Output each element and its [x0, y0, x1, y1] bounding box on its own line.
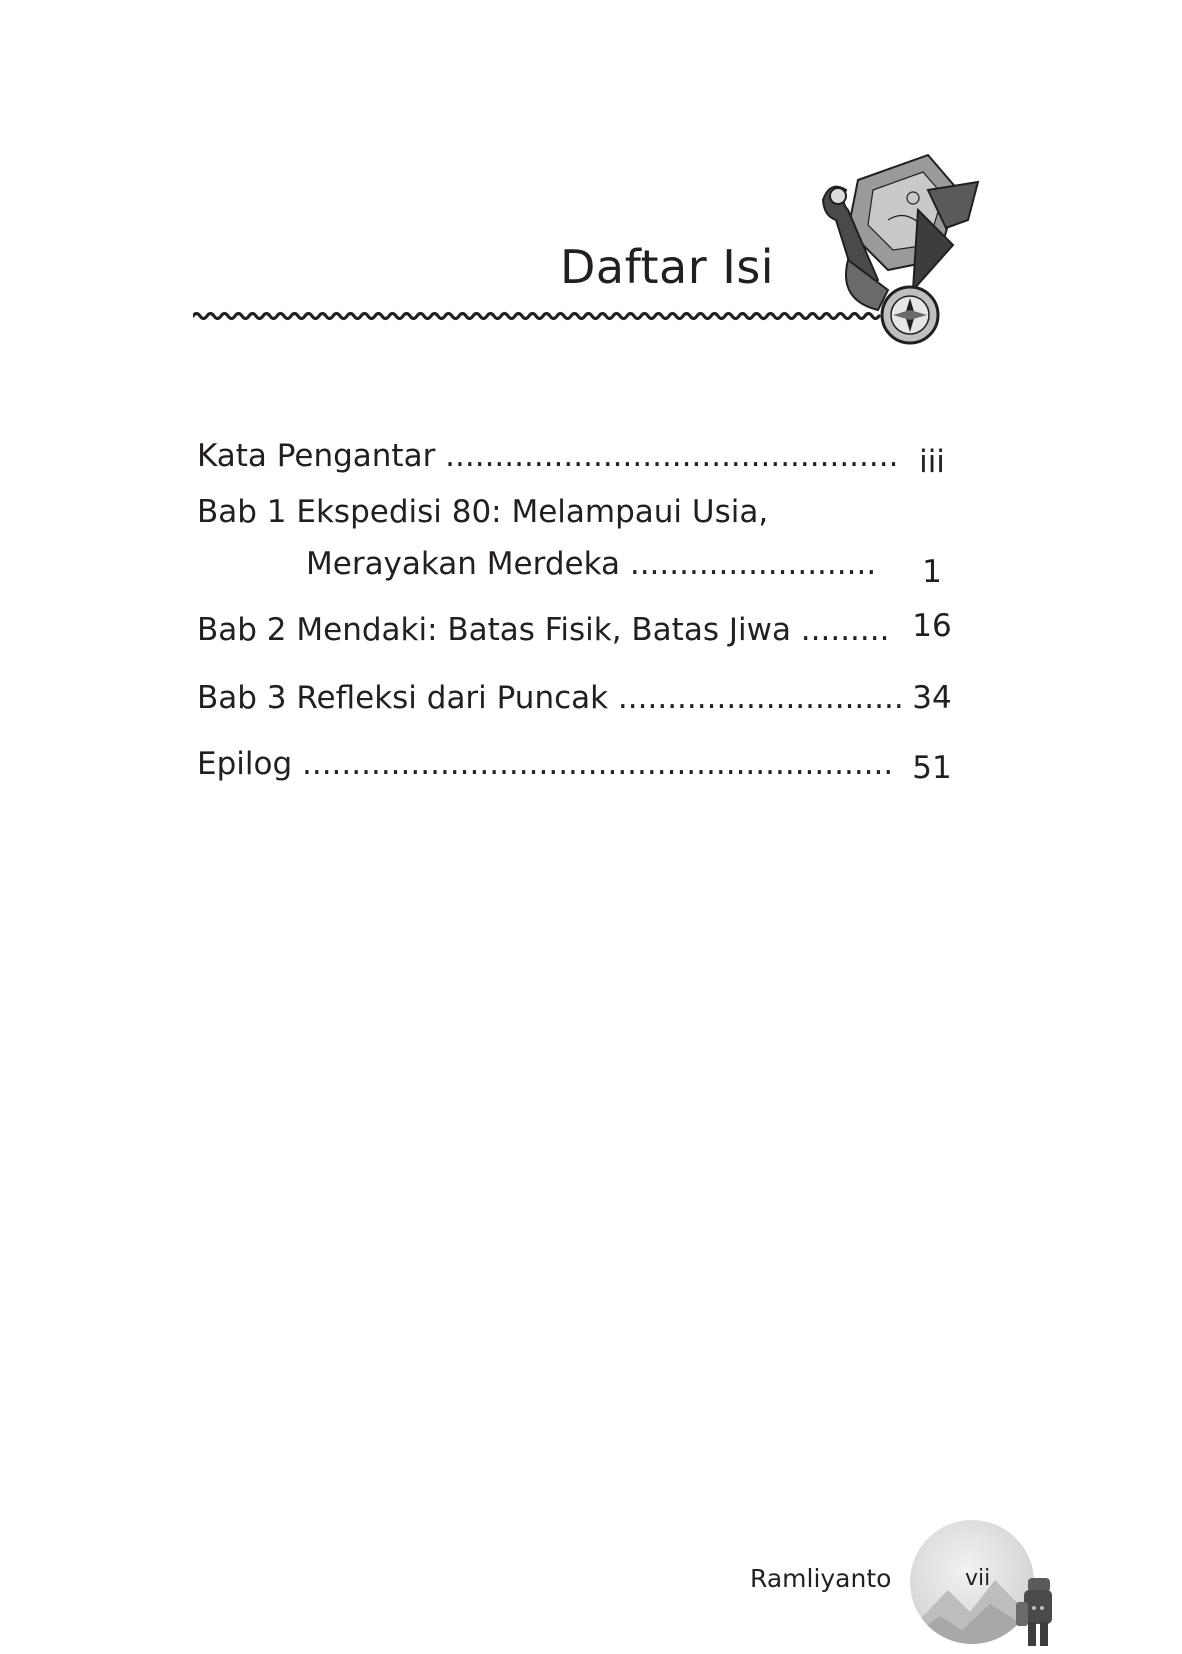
toc-entry-bab-1-continued[interactable]: Merayakan Merdeka ......................... — [306, 546, 877, 582]
toc-entry-bab-2[interactable]: Bab 2 Mendaki: Batas Fisik, Batas Jiwa ......... — [197, 612, 890, 648]
toc-entry-bab-1[interactable]: Bab 1 Ekspedisi 80: Melampaui Usia, — [197, 494, 769, 530]
toc-entry-bab-3[interactable]: Bab 3 Refleksi dari Puncak ............................. — [197, 680, 904, 716]
toc-page-number: 51 — [912, 750, 952, 786]
page-title: Daftar Isi — [560, 240, 775, 294]
toc-page-number: 34 — [912, 680, 952, 716]
toc-page-number: 16 — [912, 608, 952, 644]
page-number: vii — [965, 1566, 991, 1591]
hiker-silhouette-icon — [1014, 1572, 1060, 1648]
toc-page-number: iii — [919, 444, 945, 480]
footer-author: Ramliyanto — [750, 1564, 892, 1593]
toc-entry-epilog[interactable]: Epilog ............................................................ — [197, 746, 894, 782]
toc-page-number: 1 — [922, 554, 942, 590]
toc-entry-kata-pengantar[interactable]: Kata Pengantar .............................................. — [197, 438, 899, 474]
table-of-contents — [197, 0, 967, 800]
